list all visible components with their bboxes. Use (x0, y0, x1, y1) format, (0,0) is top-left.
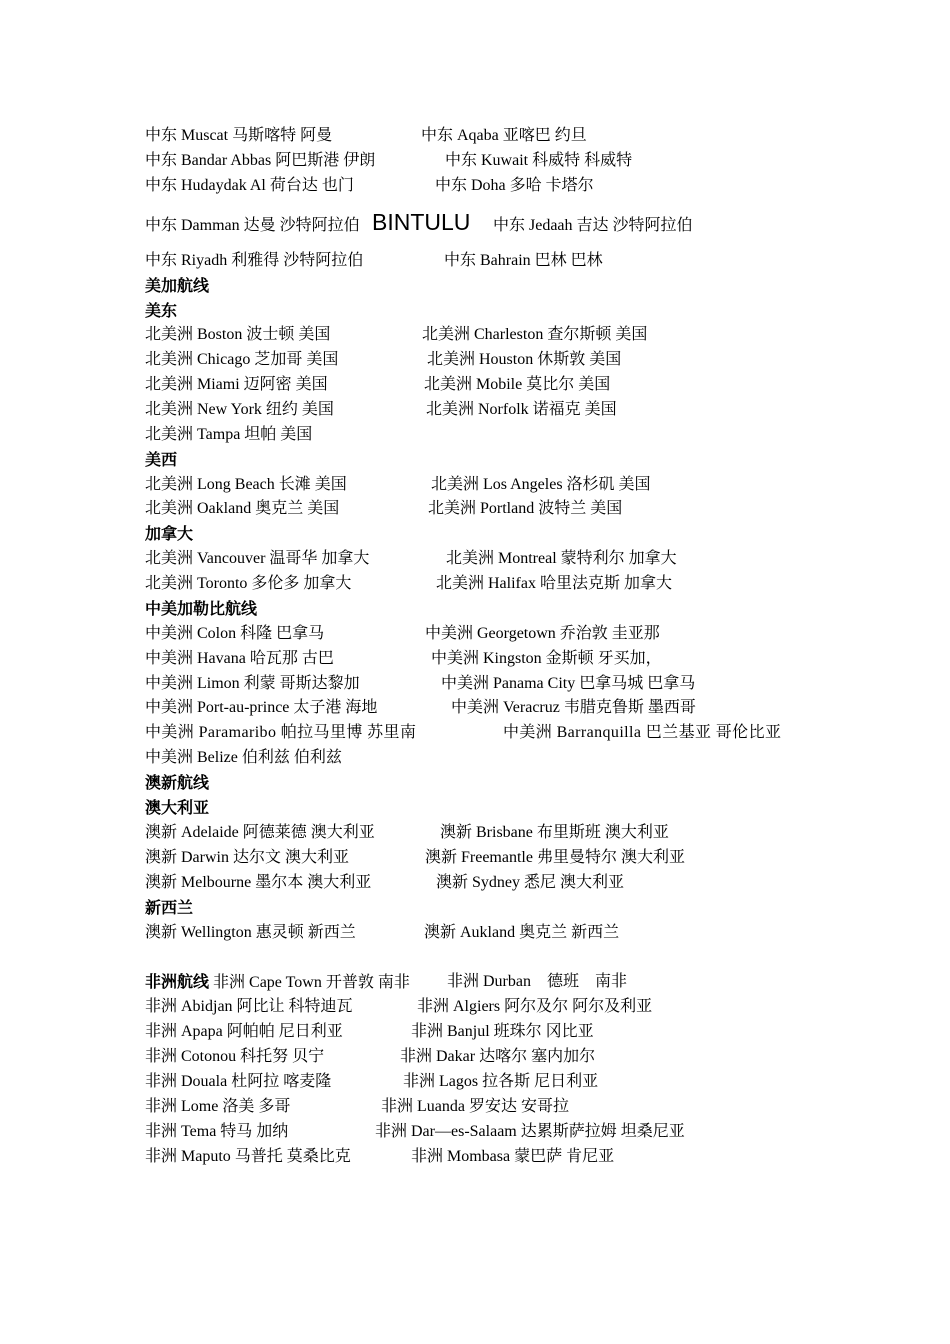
port-entry: 北美洲 Toronto 多伦多 加拿大 (145, 575, 352, 592)
port-entry: 北美洲 Boston 波士顿 美国 (145, 326, 331, 343)
port-entry: 中美洲 Panama City 巴拿马城 巴拿马 (441, 675, 696, 692)
subheading-australia: 澳大利亚 (145, 798, 210, 817)
port-entry: 非洲 Apapa 阿帕帕 尼日利亚 (145, 1023, 343, 1040)
port-entry: 澳新 Brisbane 布里斯班 澳大利亚 (440, 824, 669, 841)
port-entry: 非洲 Cotonou 科托努 贝宁 (145, 1048, 325, 1065)
subheading-new-zealand: 新西兰 (145, 898, 194, 917)
port-entry: 北美洲 Norfolk 诺福克 美国 (426, 401, 617, 418)
port-entry: 北美洲 Charleston 查尔斯顿 美国 (422, 326, 648, 343)
port-entry: 中美洲 Veracruz 韦腊克鲁斯 墨西哥 (451, 699, 696, 716)
subheading-us-east: 美东 (145, 301, 178, 320)
port-entry: 澳新 Sydney 悉尼 澳大利亚 (436, 874, 625, 891)
bintulu-mark: BINTULU (372, 209, 471, 235)
port-entry: 中美洲 Colon 科隆 巴拿马 (145, 625, 325, 642)
port-entry: 非洲 Luanda 罗安达 安哥拉 (381, 1098, 569, 1115)
port-entry: 中东 Muscat 马斯喀特 阿曼 (145, 127, 333, 144)
port-entry: 非洲 Algiers 阿尔及尔 阿尔及利亚 (417, 998, 653, 1015)
port-entry: 非洲 Douala 杜阿拉 喀麦隆 (145, 1073, 332, 1090)
port-entry: 中美洲 Kingston 金斯顿 牙买加， (431, 650, 662, 667)
section-heading-caribbean: 中美加勒比航线 (145, 599, 258, 618)
subheading-us-west: 美西 (145, 450, 178, 469)
port-entry: 中东 Doha 多哈 卡塔尔 (435, 177, 594, 194)
subheading-canada: 加拿大 (145, 524, 194, 543)
port-entry: 中美洲 Port-au-prince 太子港 海地 (145, 699, 378, 716)
port-entry: 北美洲 Halifax 哈里法克斯 加拿大 (436, 575, 672, 592)
port-entry: 北美洲 Chicago 芝加哥 美国 (145, 351, 339, 368)
port-entry: 非洲 Dar—es-Salaam 达累斯萨拉姆 坦桑尼亚 (375, 1123, 685, 1140)
port-entry: 非洲 Banjul 班珠尔 冈比亚 (411, 1023, 594, 1040)
port-entry: 非洲 Mombasa 蒙巴萨 肯尼亚 (411, 1148, 615, 1165)
port-entry: 中东 Aqaba 亚喀巴 约旦 (421, 127, 587, 144)
port-entry: 澳新 Freemantle 弗里曼特尔 澳大利亚 (425, 849, 685, 866)
port-entry: 北美洲 Miami 迈阿密 美国 (145, 376, 328, 393)
port-entry: 非洲 Dakar 达喀尔 塞内加尔 (400, 1048, 596, 1065)
port-entry: 北美洲 Mobile 莫比尔 美国 (424, 376, 611, 393)
port-entry: 中东 Jedaah 吉达 沙特阿拉伯 (493, 217, 693, 234)
port-entry: 中东 Hudaydak Al 荷台达 也门 (145, 177, 354, 194)
section-heading-oceania: 澳新航线 (145, 773, 210, 792)
port-entry: 澳新 Wellington 惠灵顿 新西兰 (145, 924, 356, 941)
port-entry: 中东 Riyadh 利雅得 沙特阿拉伯 (145, 252, 364, 269)
port-entry: 北美洲 Houston 休斯敦 美国 (427, 351, 622, 368)
port-entry: 中美洲 Georgetown 乔治敦 圭亚那 (425, 625, 660, 642)
port-entry: 中美洲 Limon 利蒙 哥斯达黎加 (145, 675, 360, 692)
port-entry: 北美洲 Vancouver 温哥华 加拿大 (145, 550, 370, 567)
port-entry: 中东 Bahrain 巴林 巴林 (444, 252, 603, 269)
port-entry: 中东 Bandar Abbas 阿巴斯港 伊朗 (145, 152, 376, 169)
port-entry: 非洲 Tema 特马 加纳 (145, 1123, 289, 1140)
port-entry: 北美洲 Montreal 蒙特利尔 加拿大 (446, 550, 677, 567)
africa-first-line (145, 972, 410, 993)
port-entry: 北美洲 Tampa 坦帕 美国 (145, 426, 313, 443)
port-entry: 非洲 Lagos 拉各斯 尼日利亚 (403, 1073, 599, 1090)
port-entry: 澳新 Aukland 奥克兰 新西兰 (424, 924, 620, 941)
port-entry: 北美洲 Long Beach 长滩 美国 (145, 476, 347, 493)
port-entry: 澳新 Darwin 达尔文 澳大利亚 (145, 849, 349, 866)
port-entry: 非洲 Maputo 马普托 莫桑比克 (145, 1148, 351, 1165)
port-entry: 中东 Kuwait 科威特 科威特 (445, 152, 633, 169)
port-entry: 非洲 Cape Town 开普敦 南非 (213, 974, 410, 991)
port-entry: 北美洲 Los Angeles 洛杉矶 美国 (431, 476, 651, 493)
port-entry: 非洲 Abidjan 阿比让 科特迪瓦 (145, 998, 353, 1015)
port-entry: 北美洲 New York 纽约 美国 (145, 401, 334, 418)
port-entry: 中美洲 Paramaribo 帕拉马里博 苏里南 (145, 724, 417, 741)
port-entry: 北美洲 Portland 波特兰 美国 (428, 500, 623, 517)
port-entry: 北美洲 Oakland 奥克兰 美国 (145, 500, 340, 517)
port-entry: 中美洲 Belize 伯利兹 伯利兹 (145, 749, 342, 766)
port-entry: 中美洲 Havana 哈瓦那 古巴 (145, 650, 334, 667)
port-entry: 澳新 Melbourne 墨尔本 澳大利亚 (145, 874, 372, 891)
section-heading-americas: 美加航线 (145, 276, 210, 295)
port-entry: 非洲 Lome 洛美 多哥 (145, 1098, 291, 1115)
port-entry: 非洲 Durban 德班 南非 (447, 973, 627, 990)
port-entry: 中东 Damman 达曼 沙特阿拉伯 (145, 217, 360, 234)
section-heading-africa: 非洲航线 (145, 972, 210, 991)
port-entry: 澳新 Adelaide 阿德莱德 澳大利亚 (145, 824, 375, 841)
port-entry: 中美洲 Barranquilla 巴兰基亚 哥伦比亚 (503, 724, 782, 741)
